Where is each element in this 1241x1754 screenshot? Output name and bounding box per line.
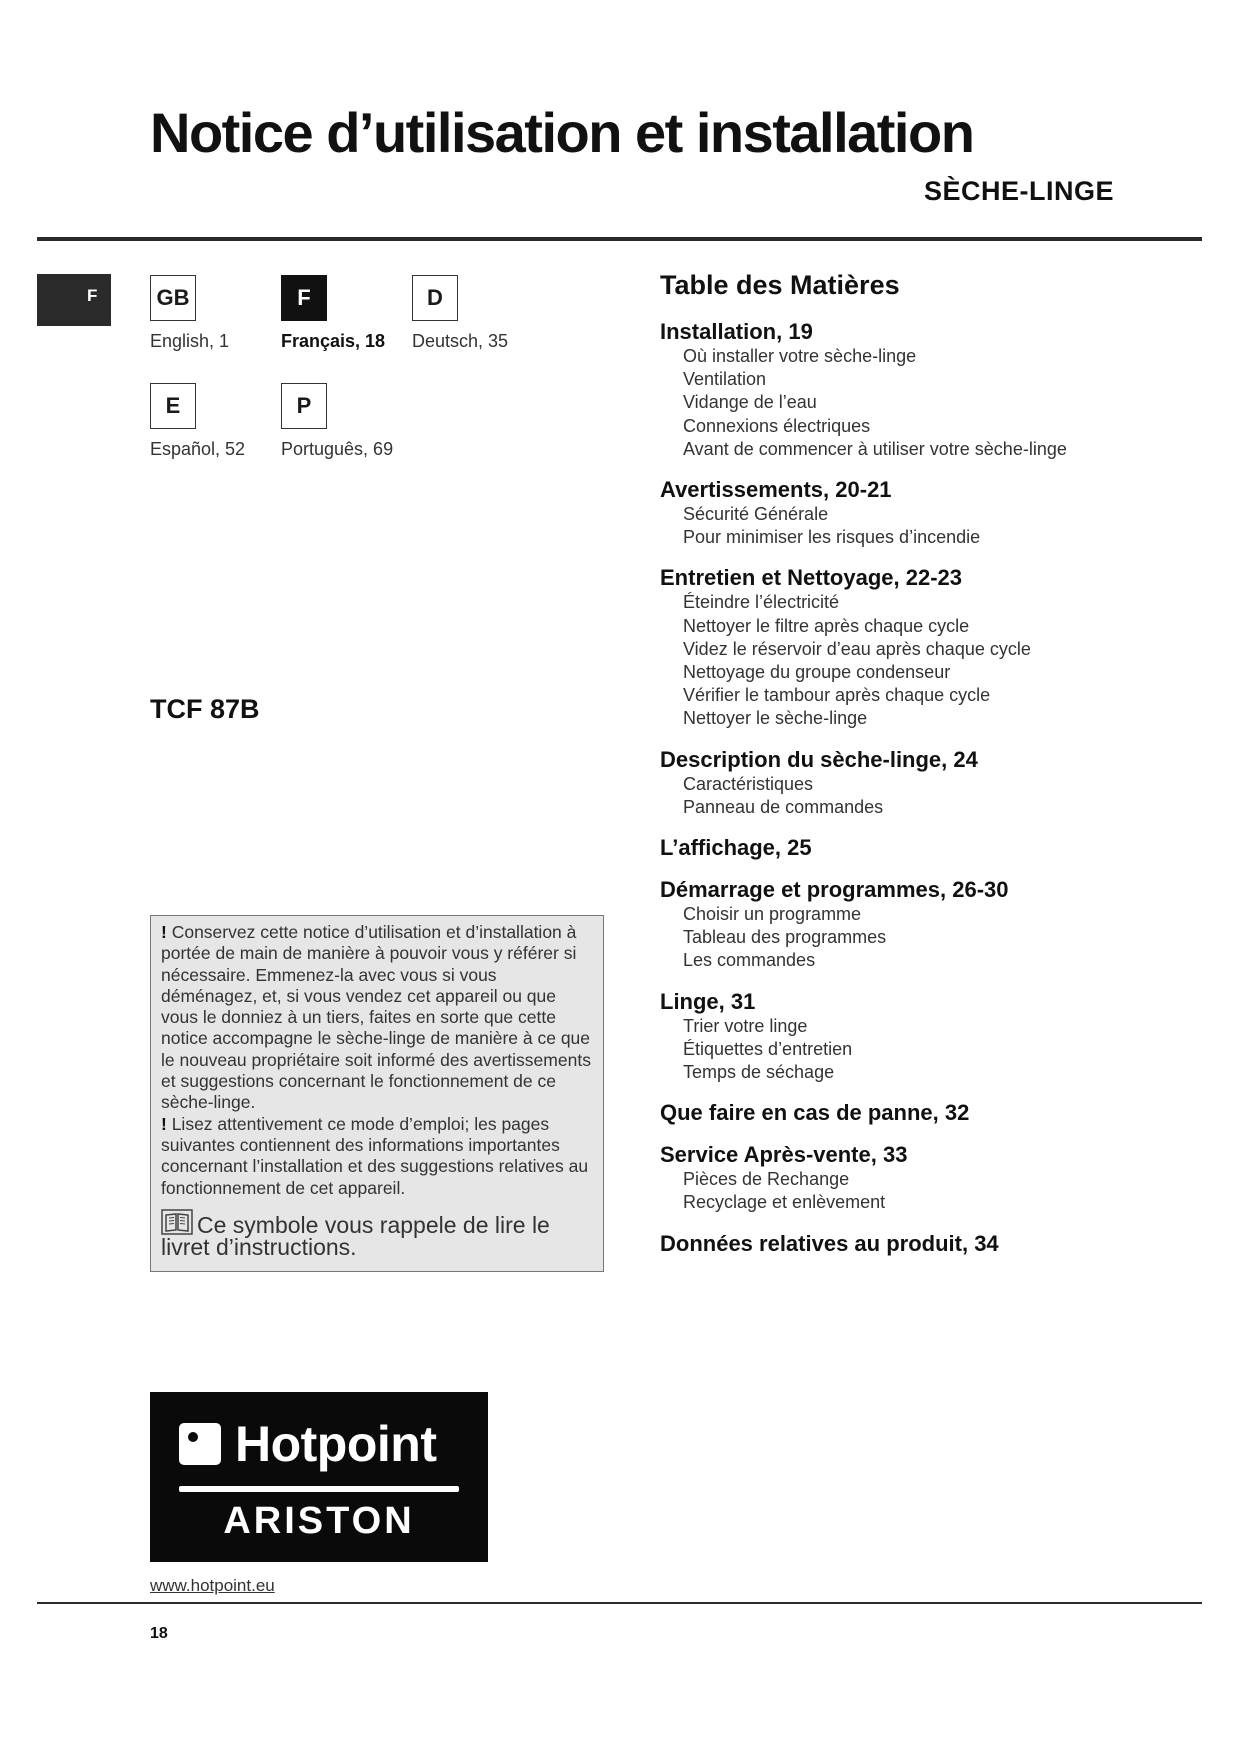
toc-title: Table des Matières — [660, 270, 900, 300]
symbol-note-text: Ce symbole vous rappele de lire le livret d’instructions. — [161, 1211, 550, 1260]
toc-item[interactable]: Panneau de commandes — [683, 796, 884, 817]
language-side-tab — [37, 274, 111, 326]
toc-item[interactable]: Éteindre l’électricité — [683, 592, 840, 613]
document-subtitle: SÈCHE-LINGE — [923, 176, 1114, 206]
website-link[interactable]: www.hotpoint.eu — [150, 1576, 275, 1595]
logo-brand: Hotpoint — [235, 1416, 437, 1472]
toc-section-title[interactable]: Service Après-vente, 33 — [660, 1142, 908, 1168]
language-label-gb[interactable]: English, 1 — [150, 331, 230, 351]
top-divider — [37, 237, 1202, 241]
toc-item[interactable]: Pour minimiser les risques d’incendie — [683, 527, 981, 548]
toc-section — [660, 1100, 1180, 1126]
language-d[interactable] — [412, 275, 552, 352]
language-f[interactable] — [281, 275, 421, 352]
toc-section-title[interactable]: Installation, 19 — [660, 319, 813, 344]
hotpoint-ariston-logo — [150, 1392, 488, 1562]
notice-paragraph-1 — [161, 922, 593, 1114]
page-title: Notice d’utilisation et installation — [150, 101, 974, 164]
logo-subbrand: ARISTON — [223, 1500, 415, 1542]
toc-item[interactable]: Pièces de Rechange — [683, 1169, 850, 1190]
language-code-p[interactable]: P — [281, 383, 327, 429]
toc-item[interactable]: Tableau des programmes — [683, 927, 887, 948]
toc-section-title[interactable]: Description du sèche-linge, 24 — [660, 746, 978, 772]
toc-item[interactable]: Avant de commencer à utiliser votre sèche-linge — [683, 438, 1067, 459]
language-code-e[interactable]: E — [150, 383, 196, 429]
page-number: 18 — [150, 1625, 168, 1642]
toc-section-title[interactable]: Linge, 31 — [660, 988, 756, 1014]
notice-paragraph-2 — [161, 1114, 593, 1199]
language-label-p[interactable]: Português, 69 — [281, 439, 394, 459]
toc-section-title[interactable]: Que faire en cas de panne, 32 — [660, 1100, 970, 1126]
language-label-d[interactable]: Deutsch, 35 — [412, 331, 509, 351]
toc-item[interactable]: Sécurité Générale — [683, 504, 829, 525]
toc-item-list — [660, 1015, 1180, 1085]
toc-item[interactable]: Choisir un programme — [683, 904, 862, 925]
toc-item[interactable]: Temps de séchage — [683, 1062, 835, 1083]
hotpoint-logo-icon — [179, 1423, 221, 1465]
toc-item-list — [660, 591, 1180, 730]
toc-item-list — [660, 903, 1180, 973]
notice-text-1: Conservez cette notice d’utilisation et d’installation à portée de main de manière à pouvoir vous y référer si nécessaire. Emmenez-la avec vous si vous déménagez, et, si vous vendez cet appareil ou que vous le donniez à un tiers, faites en sorte que cette notice accompagne le sèche-linge de manière à ce que le nouveau propriétaire soit informé des avertissements et suggestions concernant le fonctionnement de ce sèche-linge. — [161, 922, 591, 1113]
language-code-f[interactable]: F — [281, 275, 327, 321]
toc-section — [660, 747, 1180, 819]
notice-text-2: Lisez attentivement ce mode d’emploi; les pages suivantes contiennent des informations importantes concernant l’installation et des suggestions relatives au fonctionnement de cet appareil. — [161, 1113, 589, 1198]
toc-item[interactable]: Recyclage et enlèvement — [683, 1192, 886, 1213]
toc-section — [660, 319, 1180, 461]
toc-section — [660, 565, 1180, 730]
warning-icon: ! — [161, 922, 167, 942]
toc-item-list — [660, 773, 1180, 819]
toc-section-title[interactable]: L’affichage, 25 — [660, 835, 812, 861]
language-code-d[interactable]: D — [412, 275, 458, 321]
toc-section-title[interactable]: Entretien et Nettoyage, 22-23 — [660, 565, 962, 591]
toc-item[interactable]: Ventilation — [683, 369, 767, 390]
notice-box — [150, 915, 604, 1272]
logo-divider — [179, 1486, 459, 1492]
toc-section-title[interactable]: Démarrage et programmes, 26-30 — [660, 877, 1009, 903]
warning-icon: ! — [161, 1113, 167, 1134]
language-e[interactable] — [150, 383, 290, 460]
toc-section — [660, 989, 1180, 1085]
toc-sections — [660, 319, 1180, 1257]
toc-item[interactable]: Videz le réservoir d’eau après chaque cycle — [683, 638, 1031, 659]
language-p[interactable] — [281, 383, 421, 460]
language-side-tab-label: F — [87, 286, 98, 305]
toc-item-list — [660, 1168, 1180, 1214]
toc-section-title[interactable]: Avertissements, 20-21 — [660, 477, 892, 503]
language-label-f[interactable]: Français, 18 — [281, 331, 386, 351]
toc-section — [660, 877, 1180, 973]
toc-item[interactable]: Nettoyer le filtre après chaque cycle — [683, 615, 970, 636]
table-of-contents — [660, 270, 1180, 1273]
toc-item[interactable]: Caractéristiques — [683, 773, 814, 794]
toc-item-list — [660, 503, 1180, 549]
toc-item[interactable]: Où installer votre sèche-linge — [683, 346, 917, 366]
toc-item[interactable]: Vérifier le tambour après chaque cycle — [683, 685, 991, 706]
model-number: TCF 87B — [150, 694, 260, 724]
toc-item[interactable]: Nettoyage du groupe condenseur — [683, 662, 951, 683]
toc-section — [660, 1142, 1180, 1214]
book-icon — [161, 1209, 193, 1237]
toc-item-list — [660, 345, 1180, 461]
bottom-divider — [37, 1602, 1202, 1604]
toc-item[interactable]: Connexions électriques — [683, 415, 871, 436]
toc-item[interactable]: Nettoyer le sèche-linge — [683, 708, 868, 729]
toc-item[interactable]: Trier votre linge — [683, 1015, 808, 1036]
symbol-note — [161, 1209, 593, 1260]
toc-item[interactable]: Les commandes — [683, 950, 816, 971]
toc-item[interactable]: Vidange de l’eau — [683, 392, 817, 413]
language-label-e[interactable]: Español, 52 — [150, 439, 246, 459]
toc-section — [660, 835, 1180, 861]
language-gb[interactable] — [150, 275, 290, 352]
toc-section-title[interactable]: Données relatives au produit, 34 — [660, 1230, 999, 1256]
toc-item[interactable]: Étiquettes d’entretien — [683, 1038, 853, 1059]
toc-section — [660, 477, 1180, 549]
toc-section — [660, 1231, 1180, 1257]
language-code-gb[interactable]: GB — [150, 275, 196, 321]
